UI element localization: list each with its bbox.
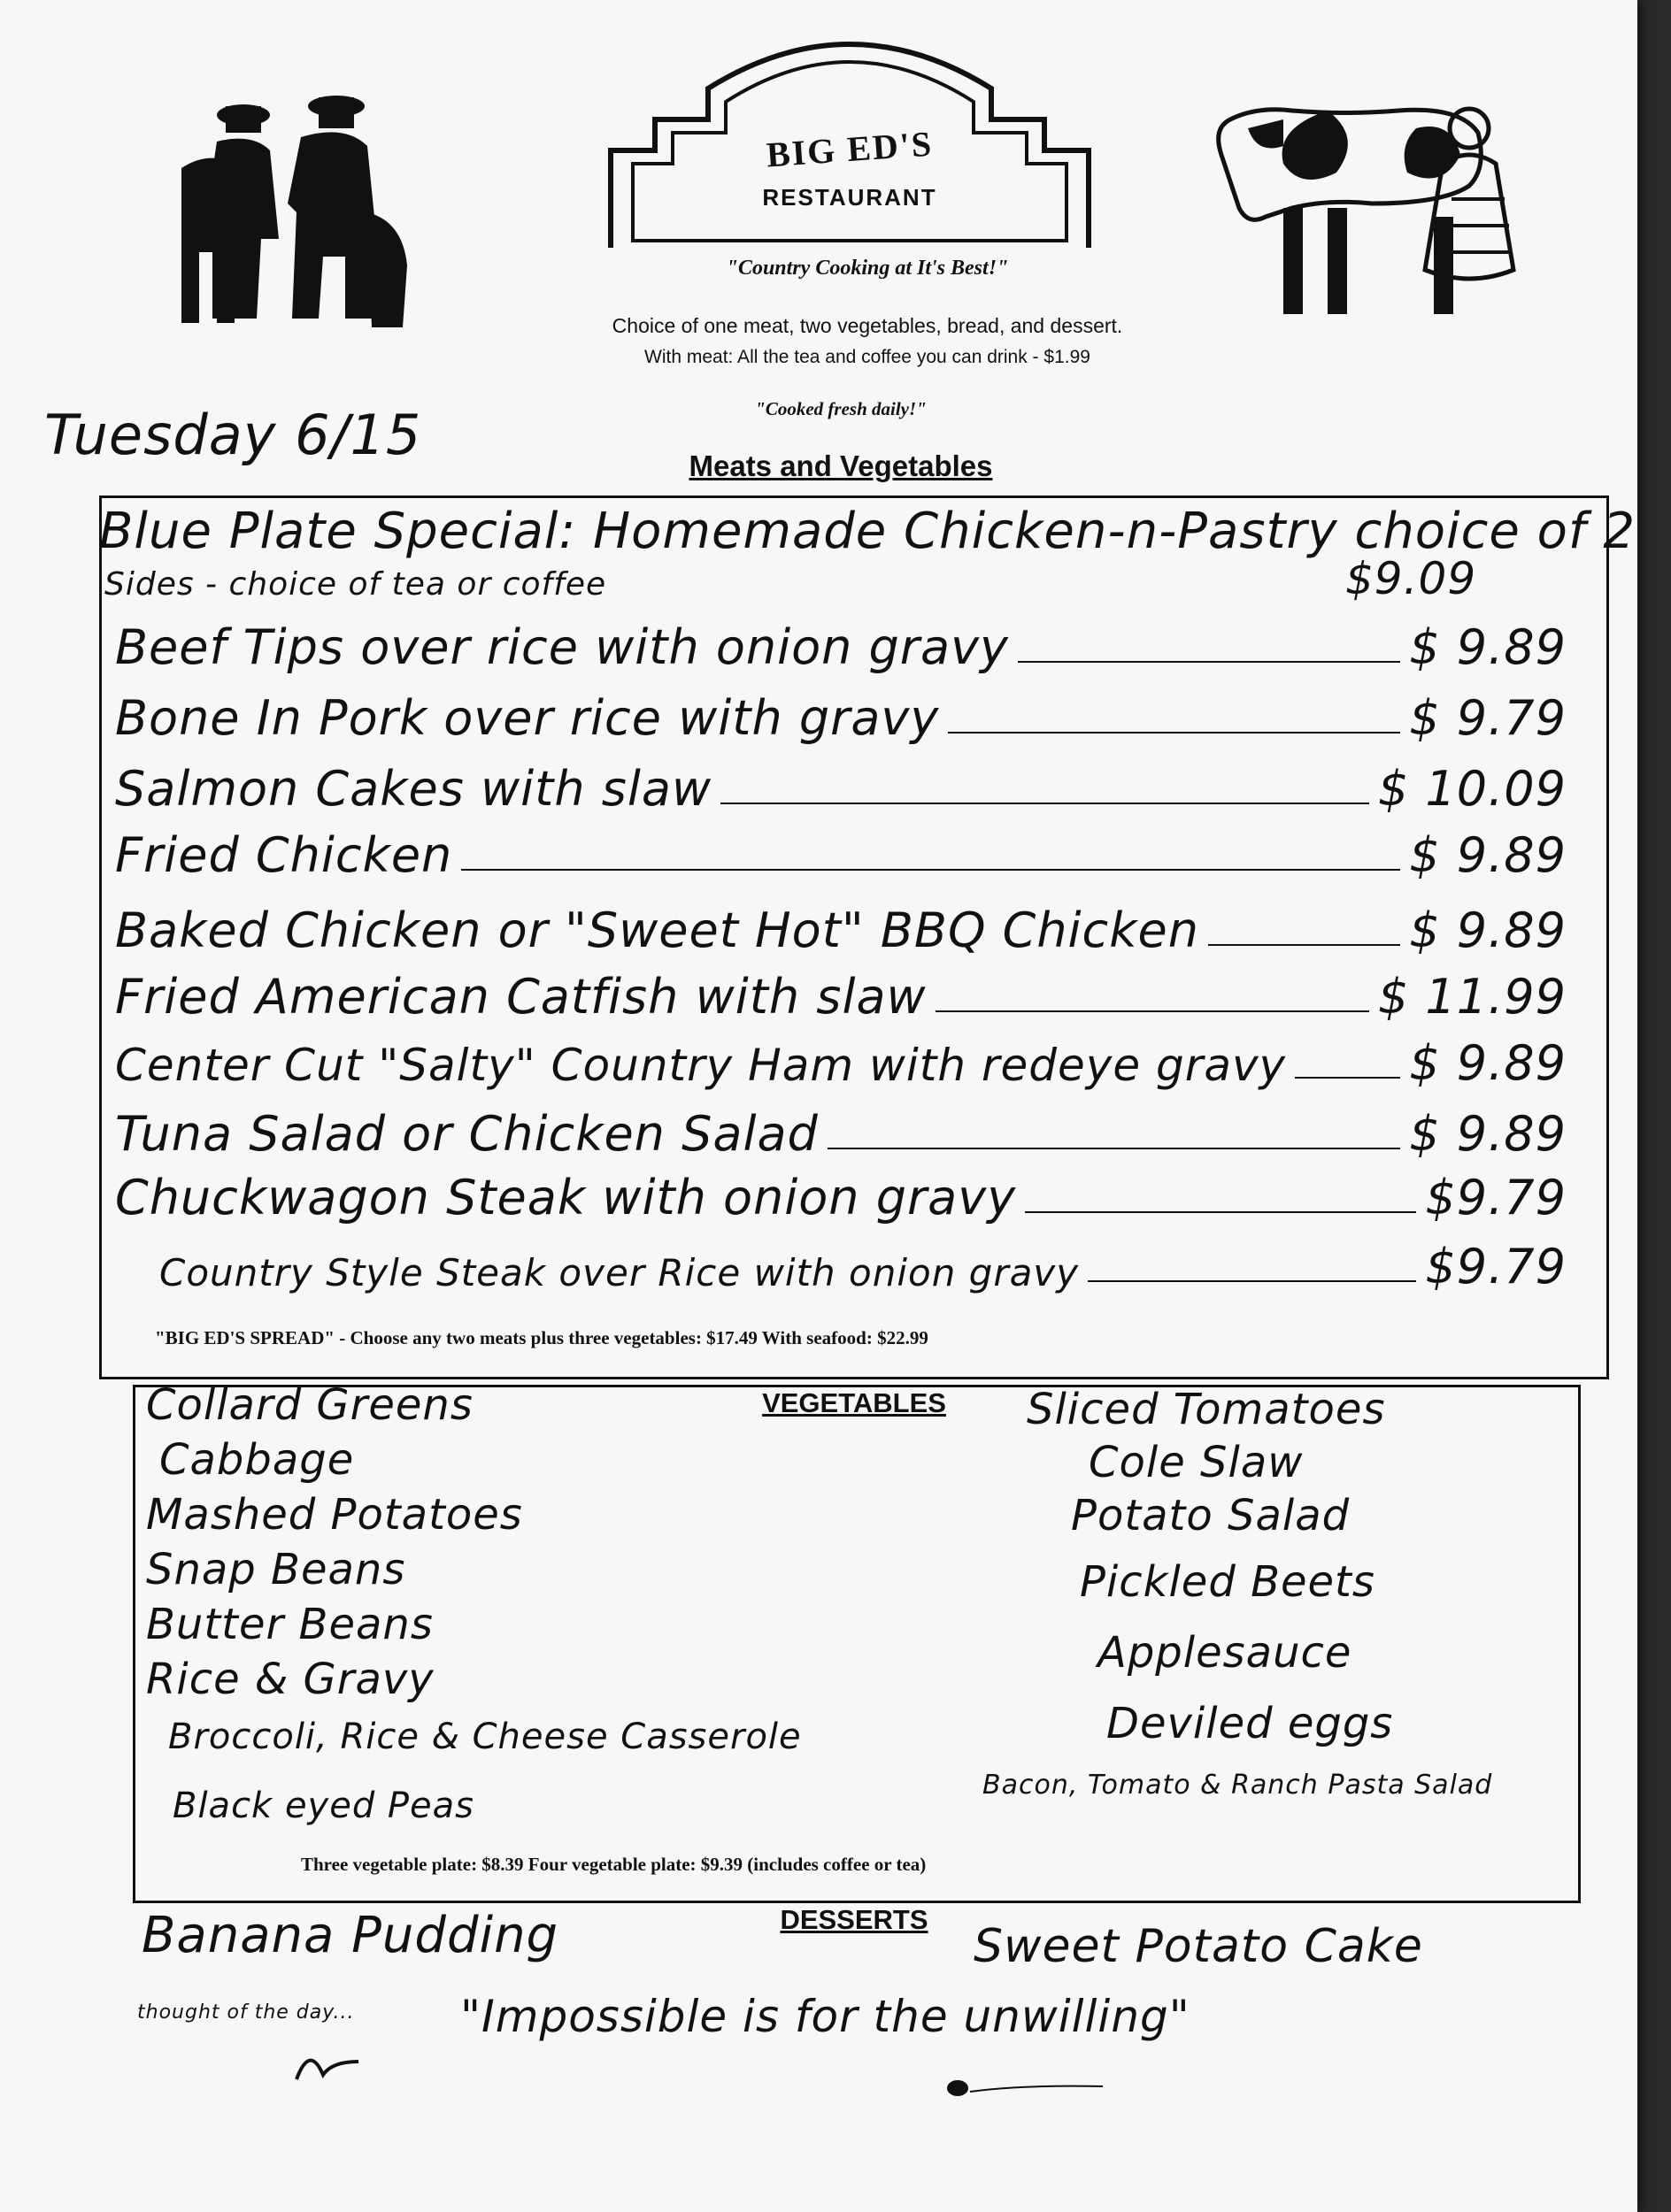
blue-plate-special-price: $9.09 bbox=[1345, 553, 1477, 604]
meat-item-row bbox=[115, 761, 1567, 817]
cooked-fresh-note: "Cooked fresh daily!" bbox=[755, 398, 927, 419]
vegetable-item: Applesauce bbox=[1097, 1628, 1352, 1678]
meat-item-row bbox=[159, 1239, 1567, 1294]
dessert-item: Banana Pudding bbox=[142, 1907, 559, 1964]
section-title-meats-vegetables: Meats and Vegetables bbox=[689, 449, 993, 482]
cow-milkmaid-image bbox=[1213, 93, 1549, 332]
choice-line: Choice of one meat, two vegetables, bread, and dessert. bbox=[612, 314, 1123, 337]
vegetable-item: Collard Greens bbox=[146, 1380, 474, 1430]
meat-item-price: $ 9.89 bbox=[1409, 1035, 1567, 1091]
meat-item-price: $ 9.89 bbox=[1409, 827, 1567, 883]
meat-item-name: Center Cut "Salty" Country Ham with redeye gravy bbox=[115, 1040, 1287, 1091]
vegetable-item: Black eyed Peas bbox=[173, 1786, 475, 1826]
squiggle-doodle-icon bbox=[292, 2035, 363, 2088]
meat-item-name: Fried American Catfish with slaw bbox=[115, 969, 927, 1025]
thought-of-the-day-label: thought of the day... bbox=[137, 2001, 355, 2024]
vegetable-item: Rice & Gravy bbox=[146, 1655, 435, 1704]
meat-item-price: $ 9.89 bbox=[1409, 619, 1567, 675]
bee-doodle-icon bbox=[938, 2070, 1115, 2106]
vegetable-item: Mashed Potatoes bbox=[146, 1490, 523, 1540]
menu-date: Tuesday 6/15 bbox=[44, 403, 422, 467]
vegetable-item: Snap Beans bbox=[146, 1545, 406, 1594]
vegetable-item: Broccoli, Rice & Cheese Casserole bbox=[168, 1717, 802, 1757]
meat-item-price: $ 9.89 bbox=[1409, 1106, 1567, 1162]
meat-item-row bbox=[115, 1035, 1567, 1091]
meat-item-row bbox=[115, 619, 1567, 675]
meat-item-row bbox=[115, 1106, 1567, 1162]
restaurant-logo bbox=[602, 35, 1097, 257]
farmers-silhouette-image bbox=[146, 71, 447, 336]
tagline: "Country Cooking at It's Best!" bbox=[726, 257, 1009, 280]
vegetable-plate-prices: Three vegetable plate: $8.39 Four vegetable plate: $9.39 (includes coffee or tea) bbox=[301, 1854, 927, 1875]
desserts-title: DESSERTS bbox=[780, 1904, 928, 1935]
meat-item-price: $ 11.99 bbox=[1377, 969, 1567, 1025]
vegetable-item: Butter Beans bbox=[146, 1600, 434, 1649]
vegetable-item: Cole Slaw bbox=[1089, 1438, 1304, 1487]
logo-name: BIG ED'S bbox=[765, 123, 935, 175]
meat-item-name: Salmon Cakes with slaw bbox=[115, 761, 712, 817]
meat-item-name: Fried Chicken bbox=[115, 827, 453, 883]
meat-item-price: $ 9.79 bbox=[1409, 690, 1567, 746]
vegetable-item: Pickled Beets bbox=[1080, 1557, 1375, 1607]
meat-item-row bbox=[115, 969, 1567, 1025]
drink-line: With meat: All the tea and coffee you can drink - $1.99 bbox=[644, 347, 1090, 367]
meat-item-row bbox=[115, 902, 1567, 958]
vegetable-item: Cabbage bbox=[159, 1435, 355, 1485]
meat-item-row bbox=[115, 1170, 1567, 1225]
meat-item-price: $9.79 bbox=[1425, 1170, 1567, 1225]
logo-subtitle: RESTAURANT bbox=[762, 184, 937, 211]
vegetable-item: Deviled eggs bbox=[1106, 1699, 1394, 1748]
vegetable-item: Potato Salad bbox=[1071, 1491, 1351, 1540]
thought-of-the-day: "Impossible is for the unwilling" bbox=[460, 1991, 1190, 2042]
meat-item-name: Beef Tips over rice with onion gravy bbox=[115, 619, 1010, 675]
vegetable-item: Sliced Tomatoes bbox=[1027, 1385, 1386, 1434]
meat-item-name: Country Style Steak over Rice with onion gravy bbox=[159, 1251, 1080, 1294]
meat-item-name: Baked Chicken or "Sweet Hot" BBQ Chicken bbox=[115, 902, 1199, 958]
vegetable-item: Bacon, Tomato & Ranch Pasta Salad bbox=[982, 1770, 1493, 1801]
blue-plate-special-line2: Sides - choice of tea or coffee bbox=[104, 566, 607, 603]
meat-item-name: Bone In Pork over rice with gravy bbox=[115, 690, 940, 746]
blue-plate-special-line1: Blue Plate Special: Homemade Chicken-n-Pastry choice of 2 bbox=[99, 503, 1636, 560]
meat-item-price: $ 10.09 bbox=[1377, 761, 1567, 817]
vegetables-title: VEGETABLES bbox=[762, 1387, 946, 1418]
meat-item-name: Tuna Salad or Chicken Salad bbox=[115, 1106, 819, 1162]
big-eds-spread-note: "BIG ED'S SPREAD" - Choose any two meats plus three vegetables: $17.49 With seafood: $22.99 bbox=[155, 1327, 928, 1348]
meat-item-price: $ 9.89 bbox=[1409, 902, 1567, 958]
dessert-item: Sweet Potato Cake bbox=[974, 1920, 1423, 1973]
meat-item-price: $9.79 bbox=[1425, 1239, 1567, 1294]
meat-item-name: Chuckwagon Steak with onion gravy bbox=[115, 1170, 1017, 1225]
meat-item-row bbox=[115, 690, 1567, 746]
meat-item-row bbox=[115, 827, 1567, 883]
